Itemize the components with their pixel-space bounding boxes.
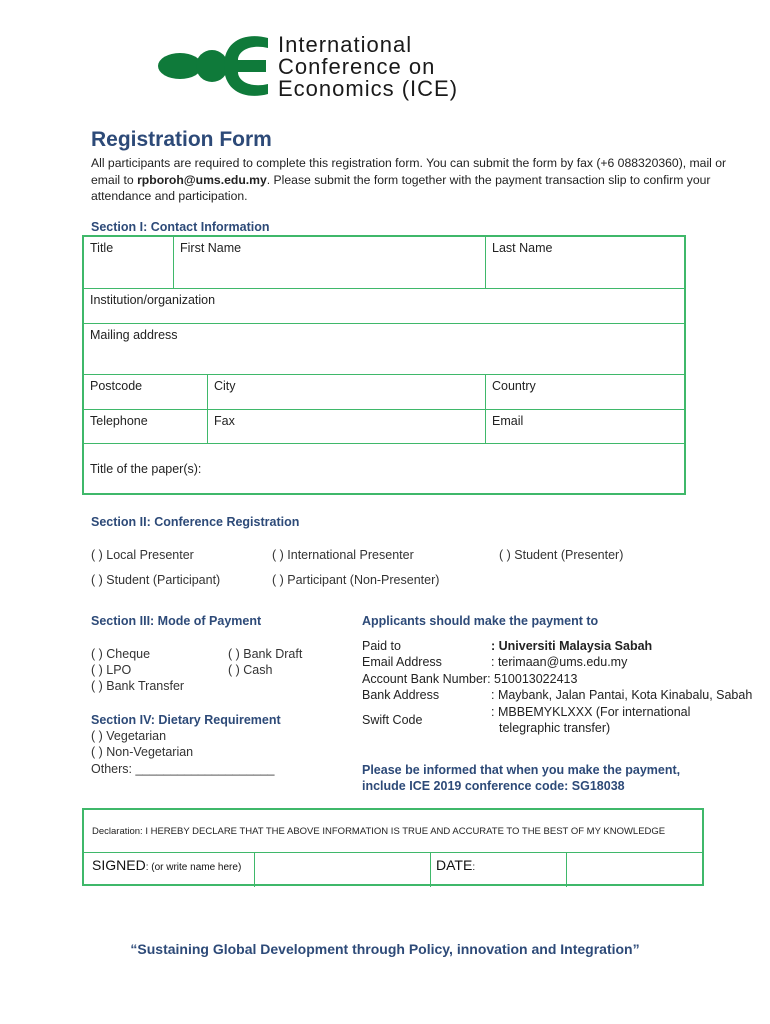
logo-line-2: Conference on xyxy=(278,54,436,79)
mailing-row xyxy=(84,324,684,375)
section-3-heading: Section III: Mode of Payment xyxy=(91,614,262,628)
option-student-presenter[interactable]: ( ) Student (Presenter) xyxy=(499,548,624,562)
option-bank-transfer[interactable]: ( ) Bank Transfer xyxy=(91,679,185,693)
payment-notice-line-1: Please be informed that when you make the payment, xyxy=(362,763,681,777)
intro-text-2: . Please submit the form together with the payment transaction slip to confirm your attendance and participation. xyxy=(91,172,711,203)
email-field[interactable] xyxy=(486,410,684,443)
postcode-field[interactable] xyxy=(84,375,208,409)
section-1-heading: Section I: Contact Information xyxy=(91,220,270,234)
swift-code-value-2: telegraphic transfer) xyxy=(499,721,611,735)
declaration-text: Declaration: I HEREBY DECLARE THAT THE ABOVE INFORMATION IS TRUE AND ACCURATE TO THE BEST OF MY KNOWLEDGE xyxy=(92,826,666,837)
footer-tagline: “Sustaining Global Development through Policy, innovation and Integration” xyxy=(130,941,640,957)
signature-row xyxy=(84,852,702,887)
section-2-heading: Section II: Conference Registration xyxy=(91,515,300,529)
institution-label: Institution/organization xyxy=(90,293,216,307)
ice-logo xyxy=(150,30,630,100)
signature-divider-3 xyxy=(566,853,567,887)
title-field[interactable] xyxy=(84,237,174,288)
paid-to-label: Paid to xyxy=(362,639,401,653)
option-bank-draft[interactable]: ( ) Bank Draft xyxy=(228,647,303,661)
fax-label: Fax xyxy=(214,414,235,428)
declaration-box xyxy=(82,808,704,886)
contact-info-table xyxy=(82,235,686,495)
date-label: DATE xyxy=(436,857,473,873)
intro-text-1: All participants are required to complete this registration form. You can submit the form by fax (+6 088320360), mail or email to xyxy=(91,156,727,187)
fax-field[interactable] xyxy=(208,410,486,443)
swift-code-value-1: : MBBEMYKLXXX (For international xyxy=(491,705,691,719)
paper-title-field[interactable] xyxy=(84,444,684,493)
account-number-value: : 510013022413 xyxy=(487,672,578,686)
telephone-field[interactable] xyxy=(84,410,208,443)
signed-hint: : (or write name here) xyxy=(145,862,242,873)
city-field[interactable] xyxy=(208,375,486,409)
date-hint: : xyxy=(472,862,476,873)
option-participant-non-presenter[interactable]: ( ) Participant (Non-Presenter) xyxy=(272,573,440,587)
section-4-heading: Section IV: Dietary Requirement xyxy=(91,713,281,727)
option-local-presenter[interactable]: ( ) Local Presenter xyxy=(91,548,194,562)
form-title: Registration Form xyxy=(91,128,272,151)
ice-logo-mark xyxy=(150,30,280,100)
city-label: City xyxy=(214,379,236,393)
logo-line-3: Economics (ICE) xyxy=(278,76,459,101)
account-number-label: Account Bank Number xyxy=(362,672,488,686)
option-international-presenter[interactable]: ( ) International Presenter xyxy=(272,548,414,562)
logo-small-ellipse xyxy=(158,53,202,79)
signed-label: SIGNED xyxy=(92,857,146,873)
bank-address-label: Bank Address xyxy=(362,688,440,702)
option-vegetarian[interactable]: ( ) Vegetarian xyxy=(91,729,167,743)
country-label: Country xyxy=(492,379,536,393)
logo-e-shape xyxy=(224,36,268,96)
account-number-line xyxy=(362,672,577,686)
option-lpo[interactable]: ( ) LPO xyxy=(91,663,132,677)
telephone-label: Telephone xyxy=(90,414,148,428)
paper-title-row xyxy=(84,444,684,493)
option-student-participant[interactable]: ( ) Student (Participant) xyxy=(91,573,221,587)
postcode-label: Postcode xyxy=(90,379,143,393)
option-cash[interactable]: ( ) Cash xyxy=(228,663,273,677)
signature-divider-1 xyxy=(254,853,255,887)
signature-divider-2 xyxy=(430,853,431,887)
intro-email-link[interactable]: rpboroh@ums.edu.my xyxy=(137,172,267,187)
title-label: Title xyxy=(90,241,114,255)
last-name-label: Last Name xyxy=(492,241,553,255)
paid-to-value: : Universiti Malaysia Sabah xyxy=(491,639,653,653)
country-field[interactable] xyxy=(486,375,684,409)
intro-paragraph xyxy=(91,155,731,205)
paper-title-label: Title of the paper(s): xyxy=(90,462,202,476)
mailing-address-label: Mailing address xyxy=(90,328,178,342)
email-address-label: Email Address xyxy=(362,655,442,669)
logo-wordmark xyxy=(278,34,458,100)
mailing-address-field[interactable] xyxy=(84,324,684,374)
logo-line-1: International xyxy=(278,32,413,57)
first-name-field[interactable] xyxy=(174,237,486,288)
email-label: Email xyxy=(492,414,524,428)
swift-code-label: Swift Code xyxy=(362,713,423,727)
others-field[interactable]: Others: ____________________ xyxy=(91,762,275,776)
institution-row xyxy=(84,289,684,324)
first-name-label: First Name xyxy=(180,241,242,255)
telephone-row xyxy=(84,410,684,444)
last-name-field[interactable] xyxy=(486,237,684,288)
signed-field[interactable] xyxy=(92,857,241,873)
payment-notice xyxy=(362,762,742,794)
name-row xyxy=(84,237,684,289)
option-cheque[interactable]: ( ) Cheque xyxy=(91,647,151,661)
payment-heading: Applicants should make the payment to xyxy=(362,614,599,628)
option-non-vegetarian[interactable]: ( ) Non-Vegetarian xyxy=(91,745,194,759)
bank-address-value: : Maybank, Jalan Pantai, Kota Kinabalu, Sabah xyxy=(491,688,753,702)
logo-mid-ellipse xyxy=(196,50,228,82)
payment-notice-line-2: include ICE 2019 conference code: SG18038 xyxy=(362,779,625,793)
institution-field[interactable] xyxy=(84,289,684,323)
postcode-row xyxy=(84,375,684,410)
date-field[interactable] xyxy=(436,857,475,873)
email-address-value: : terimaan@ums.edu.my xyxy=(491,655,628,669)
